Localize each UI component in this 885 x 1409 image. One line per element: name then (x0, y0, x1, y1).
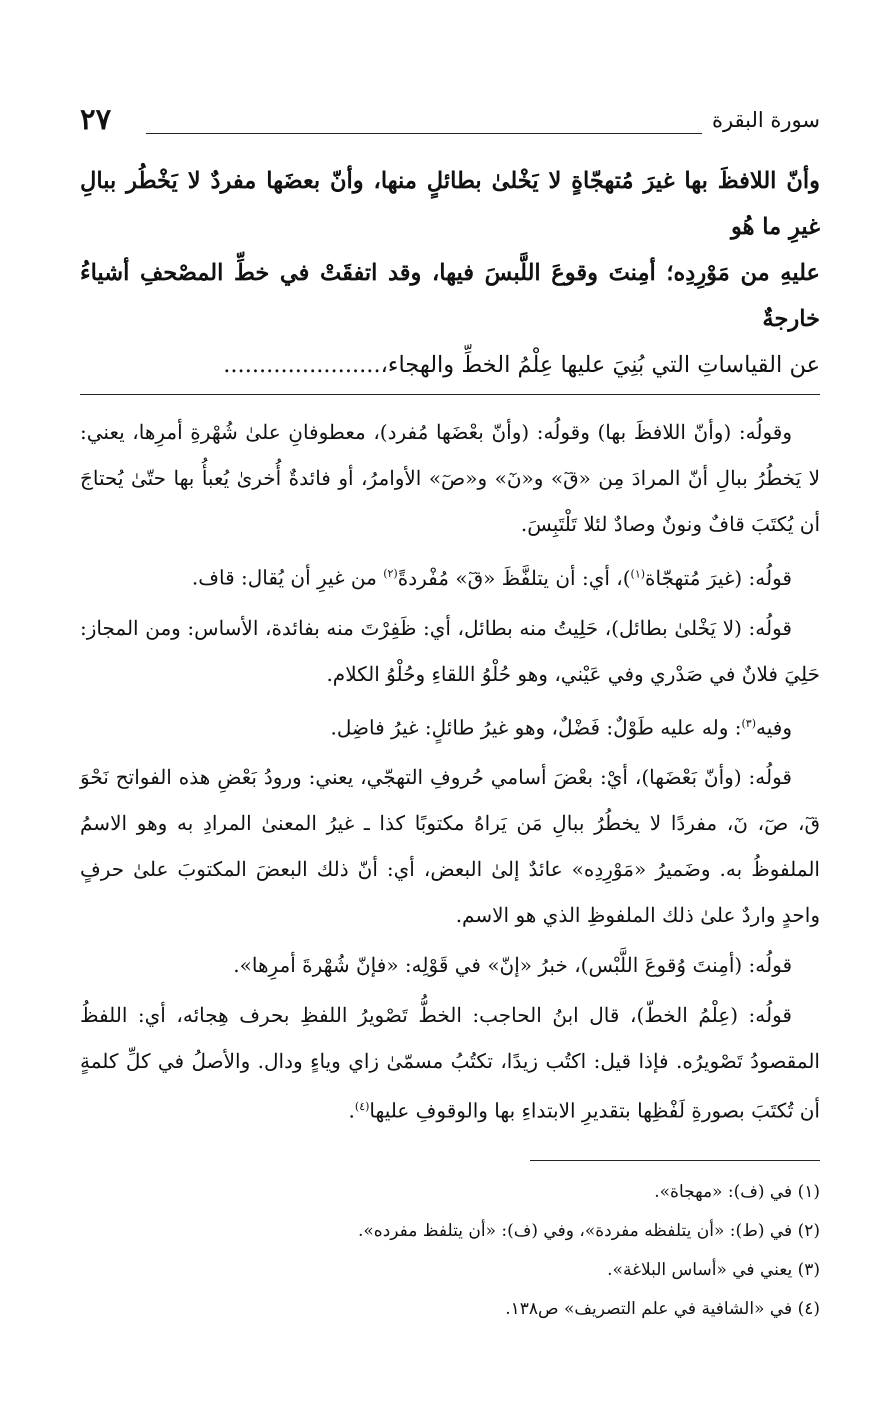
footnote-ref-2: (٢) (383, 567, 398, 580)
commentary-paragraph-1: وقولُه: (وأنّ اللافظَ بها) وقولُه: (وأنّ بعْضَها مُفرد)، معطوفانِ علىٰ شُهْرةِ أمرِها، يعني: لا يَخطُرُ ببالِ أنّ المرادَ مِن «قٓ» و«نٓ» و«صٓ» الأوامرُ، أو فائدةٌ أُخرىٰ يُعبأُ بها حتّىٰ يُحتاجَ أن يُكتَبَ قافٌ ونونٌ وصادٌ لئلا تَلْتَبِسَ. (80, 420, 820, 536)
commentary (80, 409, 820, 1134)
commentary-paragraph-7 (80, 992, 820, 1134)
commentary-paragraph-6: قولُه: (أمِنتَ وُقوعَ اللَّبْس)، خبرُ «إنّ» في قَوْلِه: «فإنّ شُهْرةَ أمرِها». (233, 953, 792, 978)
ellipsis-dots: ...................... (223, 352, 381, 378)
commentary-paragraph-2-text (398, 566, 792, 590)
commentary-paragraph-4-end: : وله عليه طَوْلٌ: فَضْلٌ، وهو غيرُ طائلٍ: غيرُ فاضِل. (330, 715, 742, 740)
commentary-paragraph-2-end: من غيرِ أن يُقال: قاف. (191, 565, 384, 590)
section-separator (80, 394, 820, 395)
main-text-line-3 (80, 342, 820, 388)
commentary-paragraph-4 (80, 701, 820, 751)
page-number: ٢٧ (80, 102, 112, 136)
footnotes (80, 1173, 820, 1329)
main-text (80, 158, 820, 388)
footnote-ref-3: (٣) (741, 716, 757, 730)
commentary-paragraph-4-text: وفيه (756, 715, 792, 740)
main-text-line-2: عليهِ من مَوْرِدِه؛ أمِنتَ وقوعَ اللَّبسَ فيها، وقد اتفقَتْ في خطِّ المصْحفِ أشياءُ خارجةٌ (80, 260, 820, 332)
footnote-4: (٤) في «الشافية في علم التصريف» ص١٣٨. (505, 1298, 820, 1319)
footnote-1: (١) في (ف): «مهجاة». (654, 1181, 820, 1202)
main-text-line-1: وأنّ اللافظَ بها غيرَ مُتهجّاةٍ لا يَخْلىٰ بطائلٍ منها، وأنّ بعضَها مفردٌ لا يَخْطُر ببالِ غيرِ ما هُو (80, 168, 820, 240)
commentary-paragraph-2-part-a: قولُه: (غيرَ مُتهجّاة (645, 565, 792, 590)
commentary-paragraph-7-end: . (348, 1098, 355, 1123)
header-rule (146, 133, 702, 134)
footnote-3: (٣) يعني في «أساس البلاغة». (607, 1259, 820, 1280)
commentary-paragraph-3: قولُه: (لا يَخْلىٰ بطائل)، حَلِيتُ منه بطائل، أي: ظَفِرْتَ منه بفائدة، الأساس: ومن المجاز: حَلِيَ فلانٌ في صَدْري وفي عَيْني، وهو حُلْوُ اللقاءِ وحُلْوُ الكلام. (80, 615, 820, 686)
surah-title: سورة البقرة (711, 108, 820, 132)
footnote-ref-4: (٤) (354, 1100, 370, 1114)
commentary-paragraph-5: قولُه: (وأنّ بَعْضَها)، أيْ: بعْضَ أسامي حُروفِ التهجّي، يعني: ورودُ بَعْضِ هذه الفواتح نَحْوَ قٓ، صٓ، نٓ، مفردًا لا يخطُرُ ببالِ مَن يَراهُ مكتوبًا كذا ـ غيرُ المعنىٰ المرادِ به وهو الاسمُ الملفوظُ به. وضَميرُ «مَوْرِدِه» عائدٌ إلىٰ البعض، أي: أنّ ذلك البعضَ المكتوبَ علىٰ حرفٍ واحدٍ واردٌ علىٰ ذلك الملفوظِ الذي هو الاسم. (80, 765, 820, 928)
commentary-paragraph-7-text: قولُه: (عِلْمُ الخطّ)، قال ابنُ الحاجب: الخطُّ تَصْويرُ اللفظِ بحرف هِجائه، أي: اللفظُ المقصودُ تَصْويرُه. فإذا قيل: اكتُب زيدًا، تكتُبُ مسمّىٰ زاي وياءٍ ودال. والأصلُ في كلِّ كلمةٍ أن تُكتَبَ بصورةِ لَفْظِها بتقديرِ الابتداءِ بها والوقوفِ عليها (80, 1003, 820, 1123)
commentary-paragraph-2-part-b: )، أي: أن يتلفَّظَ «قٓ» مُفْردةً (397, 565, 631, 590)
footnote-rule (530, 1160, 820, 1161)
book-page (80, 100, 820, 1329)
commentary-paragraph-2 (80, 551, 820, 601)
main-text-line-3-text: عن القياساتِ التي بُنِيَ عليها عِلْمُ الخطِّ والهجاء، (380, 352, 820, 378)
page-header (80, 100, 820, 144)
footnote-2: (٢) في (ط): «أن يتلفظه مفردة»، وفي (ف): «أن يتلفظ مفرده». (358, 1220, 820, 1241)
footnote-ref-1: (١) (630, 567, 646, 580)
